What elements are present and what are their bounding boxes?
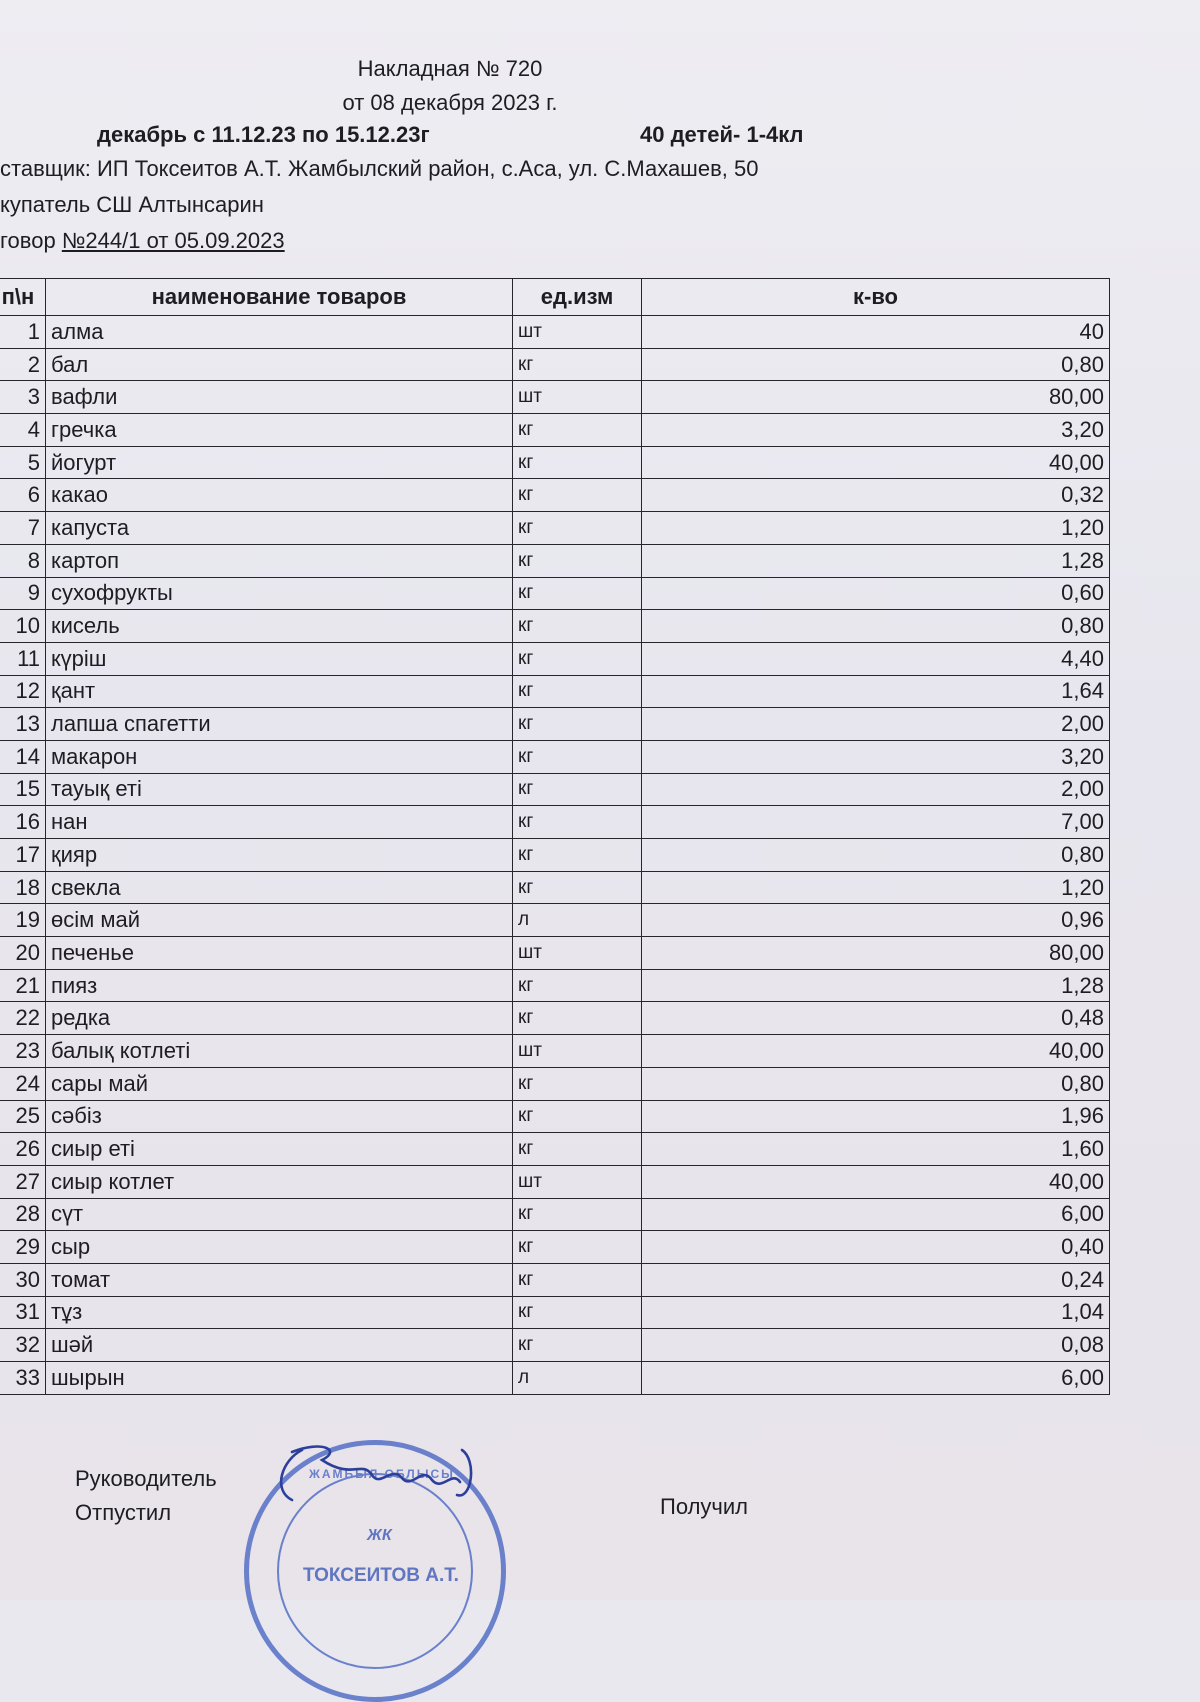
row-name: йогурт: [46, 446, 513, 479]
row-unit: кг: [513, 773, 642, 806]
row-qty: 6,00: [642, 1362, 1110, 1395]
row-num: 10: [0, 610, 46, 643]
row-qty: 2,00: [642, 773, 1110, 806]
header-num: п\н: [0, 279, 46, 316]
header-unit: ед.изм: [513, 279, 642, 316]
row-unit: шт: [513, 1165, 642, 1198]
row-name: редка: [46, 1002, 513, 1035]
supplier-line: ставщик: ИП Токсеитов А.Т. Жамбылский район, с.Аса, ул. С.Махашев, 50: [0, 156, 759, 181]
signature: [262, 1440, 492, 1520]
row-name: сүт: [46, 1198, 513, 1231]
row-unit: кг: [513, 610, 642, 643]
row-name: сәбіз: [46, 1100, 513, 1133]
stamp-ring-text: ЖАМБЫЛ ОБЛЫСЫ: [309, 1467, 455, 1481]
row-qty: 1,64: [642, 675, 1110, 708]
table-row: [0, 381, 1110, 414]
row-qty: 2,00: [642, 708, 1110, 741]
row-unit: кг: [513, 1198, 642, 1231]
table-row: [0, 904, 1110, 937]
row-unit: кг: [513, 414, 642, 447]
invoice-title: Накладная № 720: [357, 56, 543, 81]
row-name: пияз: [46, 969, 513, 1002]
row-qty: 6,00: [642, 1198, 1110, 1231]
row-num: 9: [0, 577, 46, 610]
table-row: [0, 1165, 1110, 1198]
row-name: бал: [46, 348, 513, 381]
table-header-row: [0, 279, 1110, 316]
row-unit: кг: [513, 1067, 642, 1100]
row-num: 5: [0, 446, 46, 479]
row-qty: 0,40: [642, 1231, 1110, 1264]
table-row: [0, 479, 1110, 512]
row-name: лапша спагетти: [46, 708, 513, 741]
row-unit: кг: [513, 1100, 642, 1133]
row-name: картоп: [46, 544, 513, 577]
table-row: [0, 544, 1110, 577]
table-row: [0, 610, 1110, 643]
row-unit: кг: [513, 1263, 642, 1296]
row-name: өсім май: [46, 904, 513, 937]
table-row: [0, 1231, 1110, 1264]
table-row: [0, 1296, 1110, 1329]
row-num: 22: [0, 1002, 46, 1035]
row-unit: кг: [513, 446, 642, 479]
row-unit: кг: [513, 1133, 642, 1166]
row-qty: 40,00: [642, 1165, 1110, 1198]
row-num: 16: [0, 806, 46, 839]
row-qty: 0,24: [642, 1263, 1110, 1296]
row-num: 15: [0, 773, 46, 806]
row-num: 21: [0, 969, 46, 1002]
table-row: [0, 1198, 1110, 1231]
row-unit: кг: [513, 806, 642, 839]
row-num: 14: [0, 740, 46, 773]
row-num: 19: [0, 904, 46, 937]
row-name: сиыр еті: [46, 1133, 513, 1166]
table-row: [0, 773, 1110, 806]
row-num: 13: [0, 708, 46, 741]
row-name: қияр: [46, 839, 513, 872]
row-unit: кг: [513, 1231, 642, 1264]
contract-line: [0, 228, 285, 254]
contract-ref: №244/1 от 05.09.2023: [61, 228, 285, 253]
row-name: алма: [46, 316, 513, 349]
row-qty: 0,32: [642, 479, 1110, 512]
row-name: капуста: [46, 512, 513, 545]
row-qty: 80,00: [642, 937, 1110, 970]
table-row: [0, 871, 1110, 904]
row-unit: л: [513, 1362, 642, 1395]
row-qty: 0,80: [642, 610, 1110, 643]
delivery-period: декабрь с 11.12.23 по 15.12.23г: [97, 122, 430, 147]
row-unit: шт: [513, 1035, 642, 1068]
row-num: 23: [0, 1035, 46, 1068]
row-name: сары май: [46, 1067, 513, 1100]
row-qty: 40,00: [642, 1035, 1110, 1068]
contract-prefix: говор: [0, 228, 62, 253]
row-qty: 1,28: [642, 544, 1110, 577]
row-num: 7: [0, 512, 46, 545]
row-num: 4: [0, 414, 46, 447]
table-row: [0, 969, 1110, 1002]
stamp-code: ЖК: [367, 1527, 392, 1544]
row-num: 18: [0, 871, 46, 904]
row-num: 26: [0, 1133, 46, 1166]
row-num: 25: [0, 1100, 46, 1133]
row-unit: кг: [513, 708, 642, 741]
row-unit: кг: [513, 969, 642, 1002]
row-qty: 0,08: [642, 1329, 1110, 1362]
row-unit: кг: [513, 642, 642, 675]
row-unit: шт: [513, 937, 642, 970]
table-row: [0, 1067, 1110, 1100]
table-row: [0, 316, 1110, 349]
row-name: вафли: [46, 381, 513, 414]
table-row: [0, 348, 1110, 381]
row-qty: 0,80: [642, 839, 1110, 872]
row-num: 12: [0, 675, 46, 708]
manager-label: Руководитель: [75, 1466, 217, 1491]
row-unit: кг: [513, 577, 642, 610]
row-unit: кг: [513, 1296, 642, 1329]
row-unit: кг: [513, 348, 642, 381]
row-name: печенье: [46, 937, 513, 970]
row-name: макарон: [46, 740, 513, 773]
row-num: 27: [0, 1165, 46, 1198]
row-unit: кг: [513, 1329, 642, 1362]
table-row: [0, 642, 1110, 675]
row-num: 20: [0, 937, 46, 970]
row-qty: 1,96: [642, 1100, 1110, 1133]
children-count: 40 детей- 1-4кл: [640, 122, 804, 147]
row-num: 32: [0, 1329, 46, 1362]
row-num: 29: [0, 1231, 46, 1264]
row-name: тұз: [46, 1296, 513, 1329]
row-num: 24: [0, 1067, 46, 1100]
row-qty: 80,00: [642, 381, 1110, 414]
row-qty: 1,20: [642, 871, 1110, 904]
header-qty: к-во: [642, 279, 1110, 316]
row-num: 2: [0, 348, 46, 381]
row-num: 31: [0, 1296, 46, 1329]
table-row: [0, 675, 1110, 708]
header-name: наименование товаров: [46, 279, 513, 316]
row-num: 33: [0, 1362, 46, 1395]
row-num: 28: [0, 1198, 46, 1231]
table-row: [0, 1329, 1110, 1362]
row-name: сухофрукты: [46, 577, 513, 610]
table-row: [0, 1362, 1110, 1395]
row-name: свекла: [46, 871, 513, 904]
row-num: 3: [0, 381, 46, 414]
row-qty: 4,40: [642, 642, 1110, 675]
table-row: [0, 740, 1110, 773]
row-unit: кг: [513, 1002, 642, 1035]
row-qty: 3,20: [642, 740, 1110, 773]
row-unit: кг: [513, 544, 642, 577]
buyer-line: купатель СШ Алтынсарин: [0, 192, 264, 217]
row-unit: л: [513, 904, 642, 937]
row-name: сыр: [46, 1231, 513, 1264]
row-num: 6: [0, 479, 46, 512]
row-qty: 0,60: [642, 577, 1110, 610]
row-unit: кг: [513, 871, 642, 904]
row-num: 1: [0, 316, 46, 349]
row-name: какао: [46, 479, 513, 512]
row-qty: 0,96: [642, 904, 1110, 937]
row-name: тауық еті: [46, 773, 513, 806]
table-row: [0, 937, 1110, 970]
row-qty: 3,20: [642, 414, 1110, 447]
table-row: [0, 1100, 1110, 1133]
row-name: балық котлеті: [46, 1035, 513, 1068]
row-qty: 1,60: [642, 1133, 1110, 1166]
row-name: кисель: [46, 610, 513, 643]
row-qty: 40,00: [642, 446, 1110, 479]
row-qty: 0,48: [642, 1002, 1110, 1035]
row-qty: 40: [642, 316, 1110, 349]
table-row: [0, 1263, 1110, 1296]
row-name: нан: [46, 806, 513, 839]
row-num: 30: [0, 1263, 46, 1296]
table-row: [0, 1002, 1110, 1035]
row-num: 8: [0, 544, 46, 577]
row-qty: 0,80: [642, 1067, 1110, 1100]
row-name: шырын: [46, 1362, 513, 1395]
row-unit: шт: [513, 381, 642, 414]
row-unit: шт: [513, 316, 642, 349]
table-row: [0, 512, 1110, 545]
row-num: 17: [0, 839, 46, 872]
released-label: Отпустил: [75, 1500, 172, 1525]
row-name: күріш: [46, 642, 513, 675]
row-name: гречка: [46, 414, 513, 447]
row-name: шәй: [46, 1329, 513, 1362]
row-unit: кг: [513, 479, 642, 512]
row-unit: кг: [513, 512, 642, 545]
row-name: томат: [46, 1263, 513, 1296]
table-row: [0, 414, 1110, 447]
stamp-name: ТОКСЕИТОВ А.Т.: [303, 1565, 459, 1586]
row-unit: кг: [513, 740, 642, 773]
table-row: [0, 577, 1110, 610]
table-body: [0, 316, 1110, 1395]
table-row: [0, 839, 1110, 872]
row-unit: кг: [513, 675, 642, 708]
row-num: 11: [0, 642, 46, 675]
table-row: [0, 446, 1110, 479]
row-qty: 1,04: [642, 1296, 1110, 1329]
table-row: [0, 1133, 1110, 1166]
row-name: сиыр котлет: [46, 1165, 513, 1198]
row-unit: кг: [513, 839, 642, 872]
table-row: [0, 806, 1110, 839]
table-row: [0, 708, 1110, 741]
goods-table: [0, 278, 1110, 1395]
row-qty: 0,80: [642, 348, 1110, 381]
row-qty: 7,00: [642, 806, 1110, 839]
received-label: Получил: [660, 1494, 748, 1519]
row-qty: 1,20: [642, 512, 1110, 545]
row-qty: 1,28: [642, 969, 1110, 1002]
invoice-date: от 08 декабря 2023 г.: [342, 90, 558, 115]
row-name: қант: [46, 675, 513, 708]
table-row: [0, 1035, 1110, 1068]
